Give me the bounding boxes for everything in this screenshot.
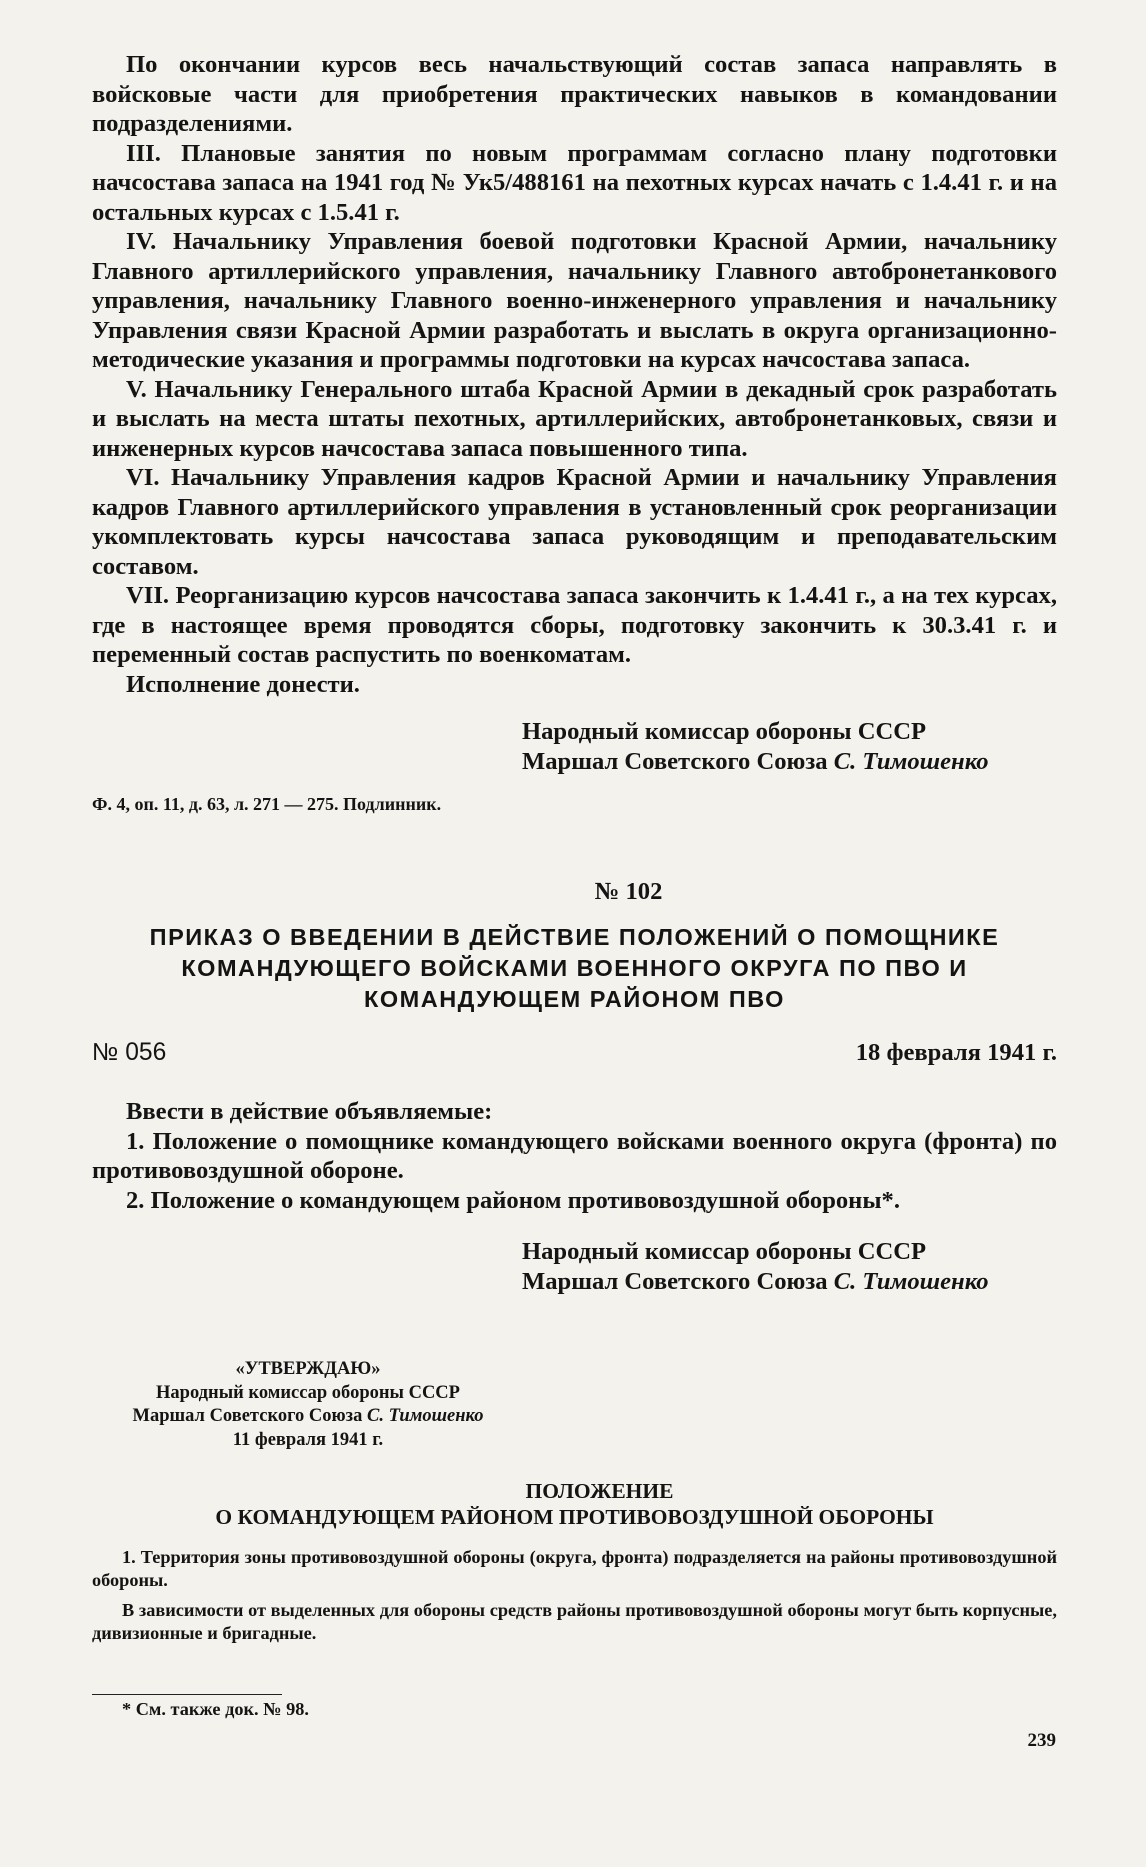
title-line: КОМАНДУЮЩЕГО ВОЙСКАМИ ВОЕННОГО ОКРУГА ПО ПВО И [181,955,968,981]
regulation-subtitle: О КОМАНДУЮЩЕМ РАЙОНОМ ПРОТИВОВОЗДУШНОЙ ОБОРОНЫ [215,1505,934,1529]
signature-block [522,1237,1057,1296]
footnote: * См. также док. № 98. [122,1699,309,1719]
signature-name-line [522,1267,1057,1297]
paragraph: 1. Территория зоны противовоздушной обороны (округа, фронта) подразделяется на районы противовоздушной обороны. [92,1547,1057,1590]
signature-block [522,717,1057,776]
approval-block [78,1358,538,1452]
paragraph: V. Начальнику Генерального штаба Красной Армии в декадный срок разработать и выслать на места штаты пехотных, артиллерийских, автобронетанковых, связи и инженерных курсов начсостава запаса повышенного типа. [92,375,1057,462]
paragraph: VII. Реорганизацию курсов начсостава запаса закончить к 1.4.41 г., а на тех курсах, где в настоящее время проводятся сборы, подготовку закончить к 30.3.41 г. и переменный состав распустить по военкоматам. [92,582,1057,668]
paragraph: IV. Начальнику Управления боевой подготовки Красной Армии, начальнику Главного артиллерийского управления, начальнику Главного автобронетанкового управления, начальнику Главного военно-инженерного управления и начальнику Управления связи Красной Армии разработать и выслать в округа организационно-методические указания и программы подготовки на курсах начсостава запаса. [92,228,1057,373]
signature-rank: Маршал Советского Союза [522,747,828,775]
document-page [92,50,1057,1720]
regulation-body [92,1546,1057,1644]
title-line: ПРИКАЗ О ВВЕДЕНИИ В ДЕЙСТВИЕ ПОЛОЖЕНИЙ О ПОМОЩНИКЕ [149,924,1000,950]
approval-name: С. Тимошенко [366,1406,484,1426]
paragraph: VI. Начальнику Управления кадров Красной Армии и начальнику Управления кадров Главного артиллерийского управления в установленный срок реорганизации укомплектовать курсы начсостава запаса руководящим и преподавательским составом. [92,464,1057,580]
regulation-heading [92,1478,1057,1530]
title-line: КОМАНДУЮЩЕМ РАЙОНОМ ПВО [364,986,785,1012]
order-date: 18 февраля 1941 г. [855,1039,1057,1066]
paragraph: 1. Положение о помощнике командующего войсками военного округа (фронта) по противовоздушной обороне. [92,1127,1057,1184]
signature-title: Народный комиссар обороны СССР [522,1238,927,1265]
footnote-divider [92,1694,282,1695]
signature-name-line [522,747,1057,777]
regulation-title: ПОЛОЖЕНИЕ [525,1479,674,1503]
signature-title: Народный комиссар обороны СССР [522,718,927,745]
page-number: 239 [1027,1730,1056,1751]
approval-title: Народный комиссар обороны СССР [156,1382,460,1403]
signature-name: С. Тимошенко [833,1267,989,1295]
paragraph: Исполнение донести. [126,670,360,698]
paragraph: Ввести в действие объявляемые: [126,1098,493,1125]
order-body [92,1097,1057,1215]
document-title [92,922,1057,1015]
archive-source: Ф. 4, оп. 11, д. 63, л. 271 — 275. Подлинник. [92,794,442,814]
approval-name-line [78,1405,538,1429]
order-number: № 056 [92,1039,167,1066]
paragraph: 2. Положение о командующем районом противовоздушной обороны*. [126,1186,900,1214]
paragraph: В зависимости от выделенных для обороны средств районы противовоздушной обороны могут быть корпусные, дивизионные и бригадные. [92,1600,1057,1643]
paragraph: III. Плановые занятия по новым программам согласно плану подготовки начсостава запаса на 1941 год № Ук5/488161 на пехотных курсах начать с 1.4.41 г. и на остальных курсах с 1.5.41 г. [92,139,1057,226]
approval-rank: Маршал Советского Союза [132,1406,363,1426]
paragraph: По окончании курсов весь начальствующий состав запаса направлять в войсковые части для приобретения практических навыков в командовании подразделениями. [92,51,1057,137]
intro-section [92,50,1057,699]
document-number: № 102 [594,878,663,905]
signature-rank: Маршал Советского Союза [522,1267,828,1295]
order-meta [92,1039,1057,1067]
approval-stamp: «УТВЕРЖДАЮ» [235,1359,381,1379]
approval-date: 11 февраля 1941 г. [232,1429,384,1450]
signature-name: С. Тимошенко [833,747,989,775]
